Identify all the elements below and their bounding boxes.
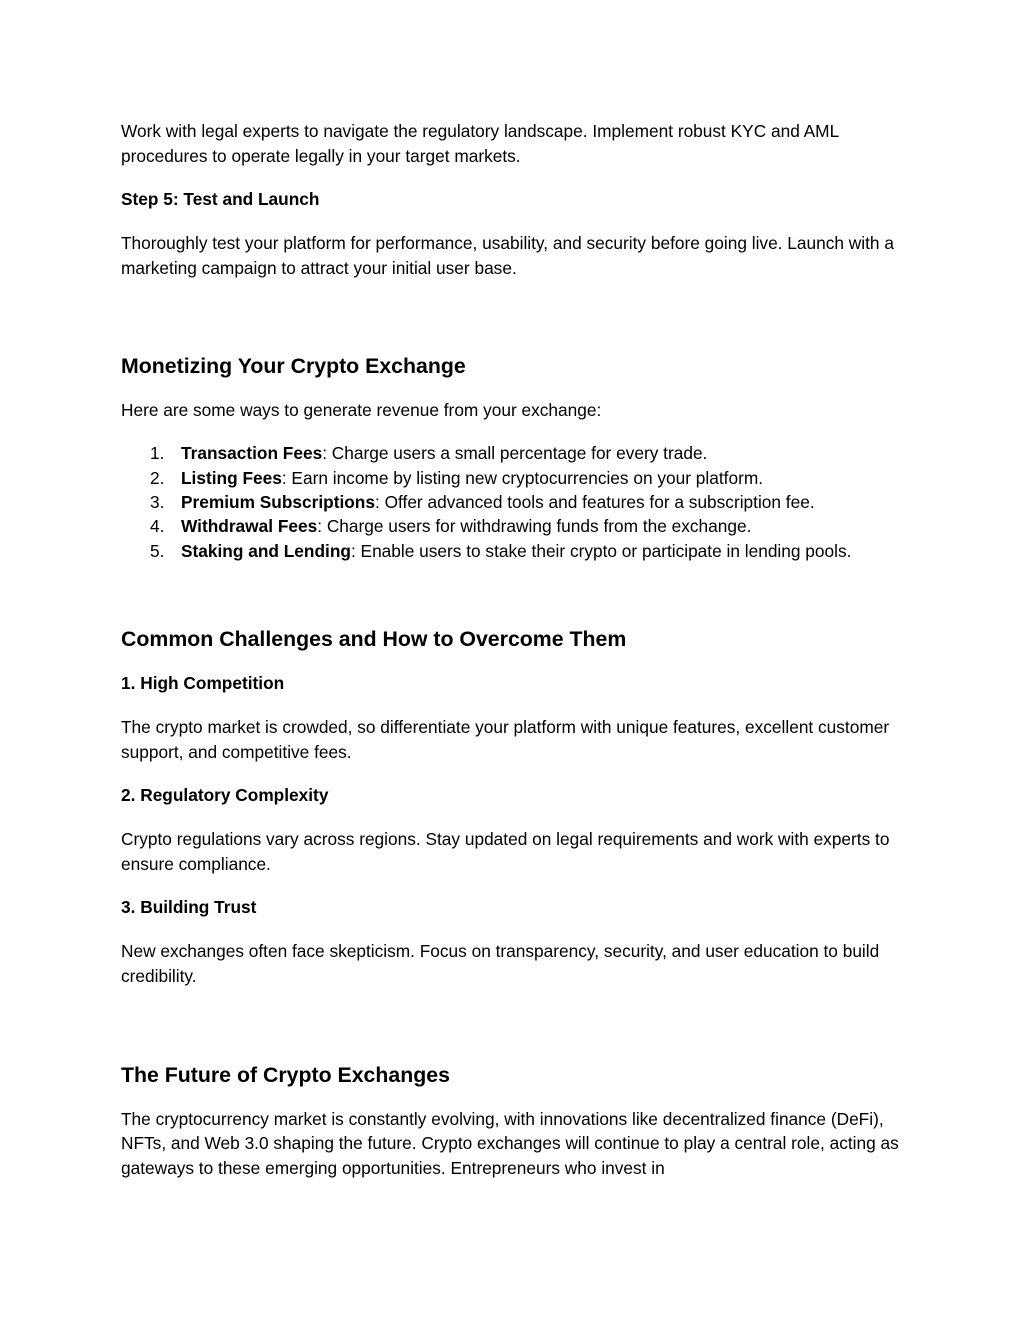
list-item-number: 4. bbox=[150, 516, 165, 537]
list-item-number: 3. bbox=[150, 492, 165, 513]
challenges-heading: Common Challenges and How to Overcome Them bbox=[121, 627, 627, 652]
list-item-term: Staking and Lending bbox=[181, 540, 351, 561]
list-item bbox=[121, 539, 911, 563]
list-item-term: Withdrawal Fees bbox=[181, 516, 318, 537]
list-item-number: 1. bbox=[150, 443, 165, 464]
challenge-2-title: 2. Regulatory Complexity bbox=[121, 785, 329, 806]
list-item-term: Transaction Fees bbox=[181, 443, 323, 464]
challenge-1-title: 1. High Competition bbox=[121, 673, 285, 694]
intro-paragraph: Work with legal experts to navigate the regulatory landscape. Implement robust KYC and AML procedures to operate legally in your target markets. bbox=[121, 121, 839, 166]
list-item-desc: : Charge users a small percentage for every trade. bbox=[322, 443, 708, 464]
list-item-number: 2. bbox=[150, 467, 165, 488]
list-item bbox=[121, 466, 911, 490]
document-page bbox=[121, 119, 911, 1200]
list-item bbox=[121, 514, 911, 538]
challenge-3-title: 3. Building Trust bbox=[121, 897, 257, 918]
list-item bbox=[121, 490, 911, 514]
future-paragraph: The cryptocurrency market is constantly evolving, with innovations like decentralized finance (DeFi), NFTs, and Web 3.0 shaping the future. Crypto exchanges will continue to play a central role, acting as gateways to these emerging opportunities. Entrepreneurs who invest in bbox=[121, 1108, 899, 1178]
monetizing-intro: Here are some ways to generate revenue from your exchange: bbox=[121, 399, 602, 420]
step5-heading: Step 5: Test and Launch bbox=[121, 189, 320, 210]
challenge-1-text: The crypto market is crowded, so differentiate your platform with unique features, excellent customer support, and competitive fees. bbox=[121, 716, 890, 762]
list-item-term: Listing Fees bbox=[181, 467, 282, 488]
list-item-term: Premium Subscriptions bbox=[181, 492, 375, 513]
challenge-2-text: Crypto regulations vary across regions. Stay updated on legal requirements and work with experts to ensure compliance. bbox=[121, 829, 890, 874]
monetizing-list bbox=[121, 441, 911, 563]
challenge-3-text: New exchanges often face skepticism. Focus on transparency, security, and user education to build credibility. bbox=[121, 941, 880, 986]
list-item bbox=[121, 441, 911, 465]
monetizing-heading: Monetizing Your Crypto Exchange bbox=[121, 353, 466, 378]
list-item-desc: : Enable users to stake their crypto or participate in lending pools. bbox=[350, 540, 852, 561]
list-item-number: 5. bbox=[150, 540, 165, 561]
list-item-desc: : Earn income by listing new cryptocurrencies on your platform. bbox=[281, 467, 764, 488]
future-heading: The Future of Crypto Exchanges bbox=[121, 1062, 450, 1087]
list-item-desc: : Offer advanced tools and features for a subscription fee. bbox=[374, 492, 815, 513]
list-item-desc: : Charge users for withdrawing funds from the exchange. bbox=[317, 516, 752, 537]
step5-paragraph: Thoroughly test your platform for performance, usability, and security before going live. Launch with a marketing campaign to attract your initial user base. bbox=[121, 233, 894, 278]
